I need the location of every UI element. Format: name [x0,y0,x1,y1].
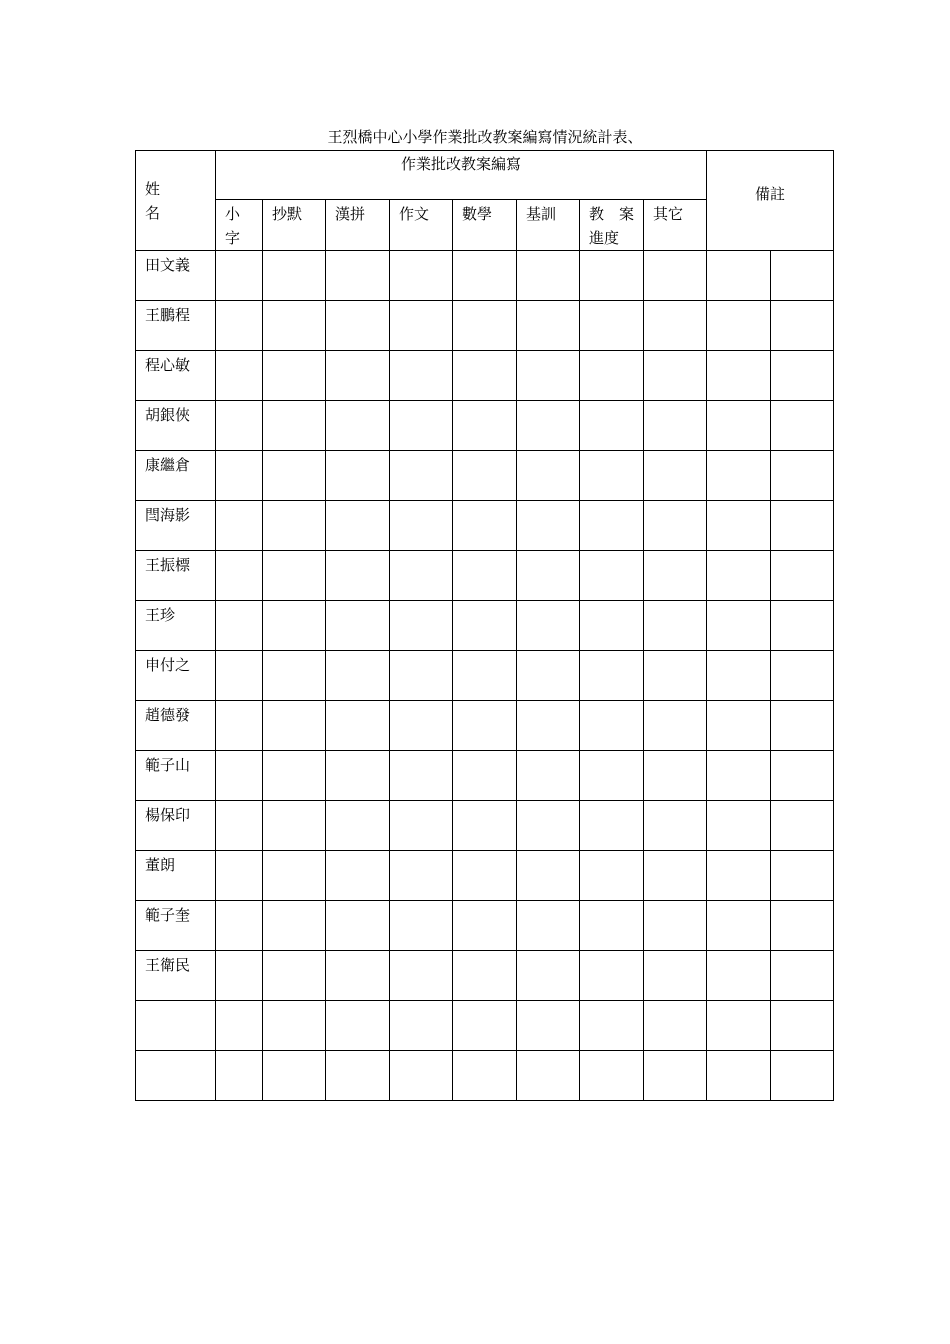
grading-cell [390,501,453,551]
grading-cell [326,401,390,451]
teacher-name-cell [136,451,216,501]
grading-cell [453,351,517,401]
remarks-cell [707,251,771,301]
grading-cell [216,251,263,301]
grading-cell [517,851,580,901]
grading-cell [453,751,517,801]
teacher-name-cell [136,551,216,601]
grading-cell [517,501,580,551]
grading-cell [390,451,453,501]
grading-cell [580,351,644,401]
remarks-cell [707,751,771,801]
grading-cell [453,951,517,1001]
grading-cell [580,601,644,651]
grading-cell [390,351,453,401]
grading-cell [216,351,263,401]
grading-cell [580,701,644,751]
grading-cell [517,751,580,801]
remarks-cell [707,401,771,451]
grading-cell [263,851,326,901]
grading-cell [644,401,707,451]
grading-cell [390,851,453,901]
remarks-cell [707,601,771,651]
teacher-name: 程心敏 [145,356,191,374]
grading-cell [216,1001,263,1051]
grading-cell [216,701,263,751]
grading-cell [580,251,644,301]
grading-cell [326,651,390,701]
grading-cell [580,301,644,351]
teacher-name-cell [136,951,216,1001]
remarks-cell [771,551,834,601]
subcolumn-label: 教 案 進度 [589,205,635,247]
grading-cell [517,1001,580,1051]
teacher-name-cell [136,801,216,851]
grading-cell [263,801,326,851]
remarks-cell [771,801,834,851]
teacher-name-cell [136,901,216,951]
remarks-cell [707,651,771,701]
remarks-cell [707,901,771,951]
grading-cell [517,1051,580,1101]
grading-cell [263,651,326,701]
grading-cell [390,951,453,1001]
grading-cell [263,901,326,951]
grading-cell [216,301,263,351]
grading-cell [263,951,326,1001]
grading-cell [390,251,453,301]
teacher-name-cell [136,401,216,451]
grading-cell [263,601,326,651]
remarks-cell [707,1001,771,1051]
grading-cell [644,901,707,951]
grading-cell [453,801,517,851]
grading-cell [216,751,263,801]
grading-cell [453,501,517,551]
name-column-header [136,151,216,251]
subcolumn-header [453,200,517,251]
grading-cell [453,701,517,751]
grading-cell [580,951,644,1001]
grading-cell [390,1001,453,1051]
grading-cell [326,601,390,651]
teacher-name-cell [136,601,216,651]
table-row [136,851,834,901]
grading-cell [517,601,580,651]
remarks-cell [771,951,834,1001]
grading-cell [580,751,644,801]
name-header-label: 姓 名 [145,179,161,222]
statistics-table [135,150,834,1101]
teacher-name-cell [136,501,216,551]
grading-cell [216,901,263,951]
grading-cell [644,1051,707,1101]
grading-cell [580,501,644,551]
table-row [136,751,834,801]
remarks-header-label: 備註 [754,184,785,203]
grading-cell [517,551,580,601]
remarks-cell [771,301,834,351]
teacher-name: 範子奎 [145,906,191,924]
remarks-cell [771,651,834,701]
grading-cell [580,1001,644,1051]
grading-cell [453,251,517,301]
grading-cell [644,851,707,901]
grading-cell [453,901,517,951]
subcolumn-header [326,200,390,251]
remarks-cell [771,1051,834,1101]
subcolumn-header [580,200,644,251]
grading-cell [263,501,326,551]
remarks-cell [771,501,834,551]
teacher-name-cell [136,351,216,401]
grading-cell [453,1051,517,1101]
grading-cell [453,601,517,651]
grading-cell [390,601,453,651]
subcolumn-header [644,200,707,251]
grading-cell [216,601,263,651]
teacher-name: 王衛民 [145,956,191,974]
grading-cell [517,651,580,701]
table-row [136,501,834,551]
teacher-name: 範子山 [145,756,191,774]
grading-cell [263,451,326,501]
grading-cell [390,651,453,701]
remarks-cell [771,701,834,751]
remarks-cell [707,501,771,551]
grading-group-header-label: 作業批改教案編寫 [400,155,521,173]
grading-cell [326,301,390,351]
remarks-cell [707,1051,771,1101]
teacher-name: 董朗 [145,856,176,874]
grading-cell [453,851,517,901]
grading-cell [216,1051,263,1101]
teacher-name: 趙德發 [145,706,191,724]
grading-cell [580,401,644,451]
subcolumn-label: 小 字 [225,205,241,247]
teacher-name: 楊保印 [145,806,191,824]
grading-cell [453,651,517,701]
remarks-cell [707,851,771,901]
grading-cell [390,301,453,351]
grading-cell [263,401,326,451]
grading-cell [263,301,326,351]
remarks-cell [707,951,771,1001]
remarks-cell [707,551,771,601]
grading-cell [517,401,580,451]
remarks-cell [771,351,834,401]
table-row [136,901,834,951]
grading-cell [263,751,326,801]
grading-cell [390,551,453,601]
remarks-cell [771,851,834,901]
subcolumn-label: 數學 [462,205,493,223]
grading-cell [644,601,707,651]
grading-cell [390,751,453,801]
remarks-cell [771,401,834,451]
remarks-cell [707,301,771,351]
subcolumn-header [216,200,263,251]
remarks-cell [771,451,834,501]
teacher-name-cell [136,651,216,701]
subcolumn-label: 抄默 [272,205,303,223]
grading-cell [326,351,390,401]
subcolumn-header [263,200,326,251]
grading-cell [453,401,517,451]
table-row [136,1051,834,1101]
grading-cell [644,1001,707,1051]
remarks-cell [707,351,771,401]
teacher-name: 王振標 [145,556,191,574]
grading-cell [580,651,644,701]
grading-cell [216,551,263,601]
grading-cell [453,551,517,601]
grading-cell [263,701,326,751]
remarks-cell [707,451,771,501]
grading-cell [644,351,707,401]
grading-cell [390,801,453,851]
teacher-name: 王珍 [145,606,176,624]
grading-cell [326,951,390,1001]
teacher-name: 田文義 [145,256,191,274]
grading-cell [216,401,263,451]
teacher-name: 王鵬程 [145,306,191,324]
table-row [136,1001,834,1051]
teacher-name: 康繼倉 [145,456,191,474]
grading-cell [644,251,707,301]
grading-cell [517,951,580,1001]
table-row [136,251,834,301]
teacher-name-cell [136,301,216,351]
grading-cell [644,501,707,551]
grading-cell [263,551,326,601]
remarks-cell [771,901,834,951]
remarks-cell [771,751,834,801]
grading-cell [326,851,390,901]
table-row [136,451,834,501]
grading-cell [644,951,707,1001]
grading-cell [216,851,263,901]
table-row [136,401,834,451]
grading-cell [263,1051,326,1101]
subcolumn-label: 漢拼 [335,205,366,223]
grading-cell [517,801,580,851]
subcolumn-header [517,200,580,251]
grading-cell [517,451,580,501]
grading-cell [644,451,707,501]
grading-cell [390,701,453,751]
document-title: 王烈橋中心小學作業批改教案編寫情況統計表、 [327,128,643,146]
grading-cell [216,801,263,851]
grading-cell [326,751,390,801]
grading-cell [390,901,453,951]
grading-cell [580,551,644,601]
grading-cell [326,451,390,501]
grading-cell [326,501,390,551]
grading-cell [453,1001,517,1051]
grading-cell [326,801,390,851]
remarks-cell [771,601,834,651]
remarks-cell [771,1001,834,1051]
grading-cell [326,1051,390,1101]
teacher-name: 胡銀俠 [145,406,191,424]
grading-cell [644,701,707,751]
remarks-column-header [707,151,834,251]
grading-cell [644,801,707,851]
teacher-name-cell [136,251,216,301]
table-row [136,651,834,701]
grading-cell [216,451,263,501]
grading-cell [326,701,390,751]
grading-cell [453,451,517,501]
teacher-name [136,1051,215,1053]
grading-cell [453,301,517,351]
grading-cell [326,251,390,301]
grading-cell [390,1051,453,1101]
grading-cell [263,351,326,401]
remarks-cell [771,251,834,301]
grading-cell [580,1051,644,1101]
grading-cell [216,651,263,701]
table-row [136,351,834,401]
table-row [136,551,834,601]
teacher-name [136,1001,215,1003]
grading-cell [580,451,644,501]
grading-cell [644,751,707,801]
grading-cell [580,851,644,901]
table-row [136,601,834,651]
subcolumn-label: 其它 [653,205,684,223]
subcolumn-label: 基訓 [526,205,557,223]
remarks-cell [707,801,771,851]
grading-cell [580,801,644,851]
table-row [136,301,834,351]
table-row [136,701,834,751]
teacher-name-cell [136,851,216,901]
grading-group-header [216,151,707,200]
grading-cell [216,501,263,551]
teacher-name-cell [136,701,216,751]
grading-cell [326,551,390,601]
grading-cell [517,251,580,301]
table-row [136,801,834,851]
grading-cell [644,301,707,351]
teacher-name: 申付之 [145,656,191,674]
grading-cell [263,1001,326,1051]
teacher-name-cell [136,751,216,801]
grading-cell [263,251,326,301]
grading-cell [216,951,263,1001]
grading-cell [644,651,707,701]
grading-cell [517,301,580,351]
teacher-name-cell [136,1051,216,1101]
teacher-name-cell [136,1001,216,1051]
teacher-name: 閆海影 [145,506,191,524]
grading-cell [580,901,644,951]
remarks-cell [707,701,771,751]
grading-cell [326,1001,390,1051]
table-row [136,951,834,1001]
grading-cell [326,901,390,951]
grading-cell [390,401,453,451]
grading-cell [517,901,580,951]
grading-cell [644,551,707,601]
grading-cell [517,351,580,401]
grading-cell [517,701,580,751]
subcolumn-header [390,200,453,251]
subcolumn-label: 作文 [399,205,430,223]
